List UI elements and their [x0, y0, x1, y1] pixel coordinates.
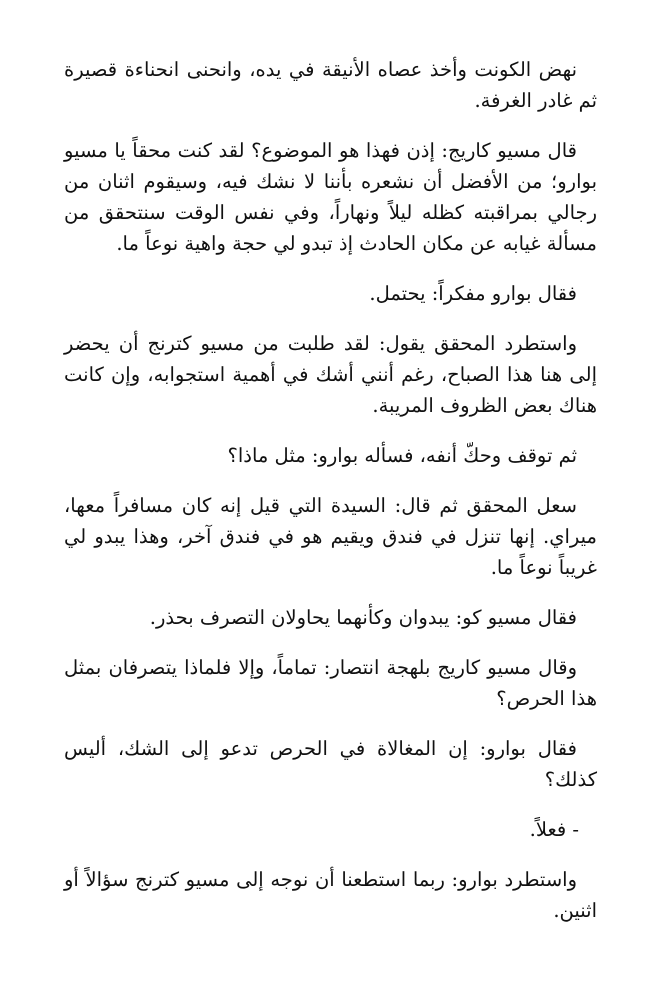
paragraph-mirelle-hotel: سعل المحقق ثم قال: السيدة التي قيل إنه كان مسافراً معها، ميراي. إنها تنزل في فندق ويقيم هو في فندق آخر، وهذا يبدو لي غريباً نوعاً ما. — [64, 494, 597, 579]
paragraph-poirot-suspicion: فقال بوارو: إن المغالاة في الحرص تدعو إلى الشك، أليس كذلك؟ — [64, 737, 597, 791]
paragraph-magistrate-kettering: واستطرد المحقق يقول: لقد طلبت من مسيو كترنج أن يحضر إلى هنا هذا الصباح، رغم أنني أشك في أهمية استجوابه، وإن كانت هناك بعض الظروف المريبة. — [64, 332, 597, 417]
paragraph-caridge-triumph: وقال مسيو كاريج بلهجة انتصار: تماماً، وإلا فلماذا يتصرفان بمثل هذا الحرص؟ — [64, 656, 597, 710]
paragraph-question-kettering: واستطرد بوارو: ربما استطعنا أن نوجه إلى مسيو كترنج سؤالاً أو اثنين. — [64, 868, 597, 922]
paragraph-indeed: - فعلاً. — [529, 818, 579, 841]
paragraph-poirot-possible: فقال بوارو مفكراً: يحتمل. — [369, 282, 577, 305]
paragraph-caux-discreet: فقال مسيو كو: يبدوان وكأنهما يحاولان التصرف بحذر. — [149, 606, 577, 629]
paragraph-caridge-surveillance: قال مسيو كاريج: إذن فهذا هو الموضوع؟ لقد كنت محقاً يا مسيو بوارو؛ من الأفضل أن نشعره بأننا لا نشك فيه، وسيقوم اثنان من رجالي بمراقبته كظله ليلاً ونهاراً، وفي نفس الوقت سنتحقق من مسألة غيابه عن مكان الحادث إذ تبدو لي حجة واهية نوعاً ما. — [64, 139, 597, 255]
paragraph-count-leaves: نهض الكونت وأخذ عصاه الأنيقة في يده، وانحنى انحناءة قصيرة ثم غادر الغرفة. — [64, 58, 597, 112]
book-page — [64, 54, 597, 945]
paragraph-nose-rub: ثم توقف وحكّ أنفه، فسأله بوارو: مثل ماذا؟ — [227, 444, 577, 467]
